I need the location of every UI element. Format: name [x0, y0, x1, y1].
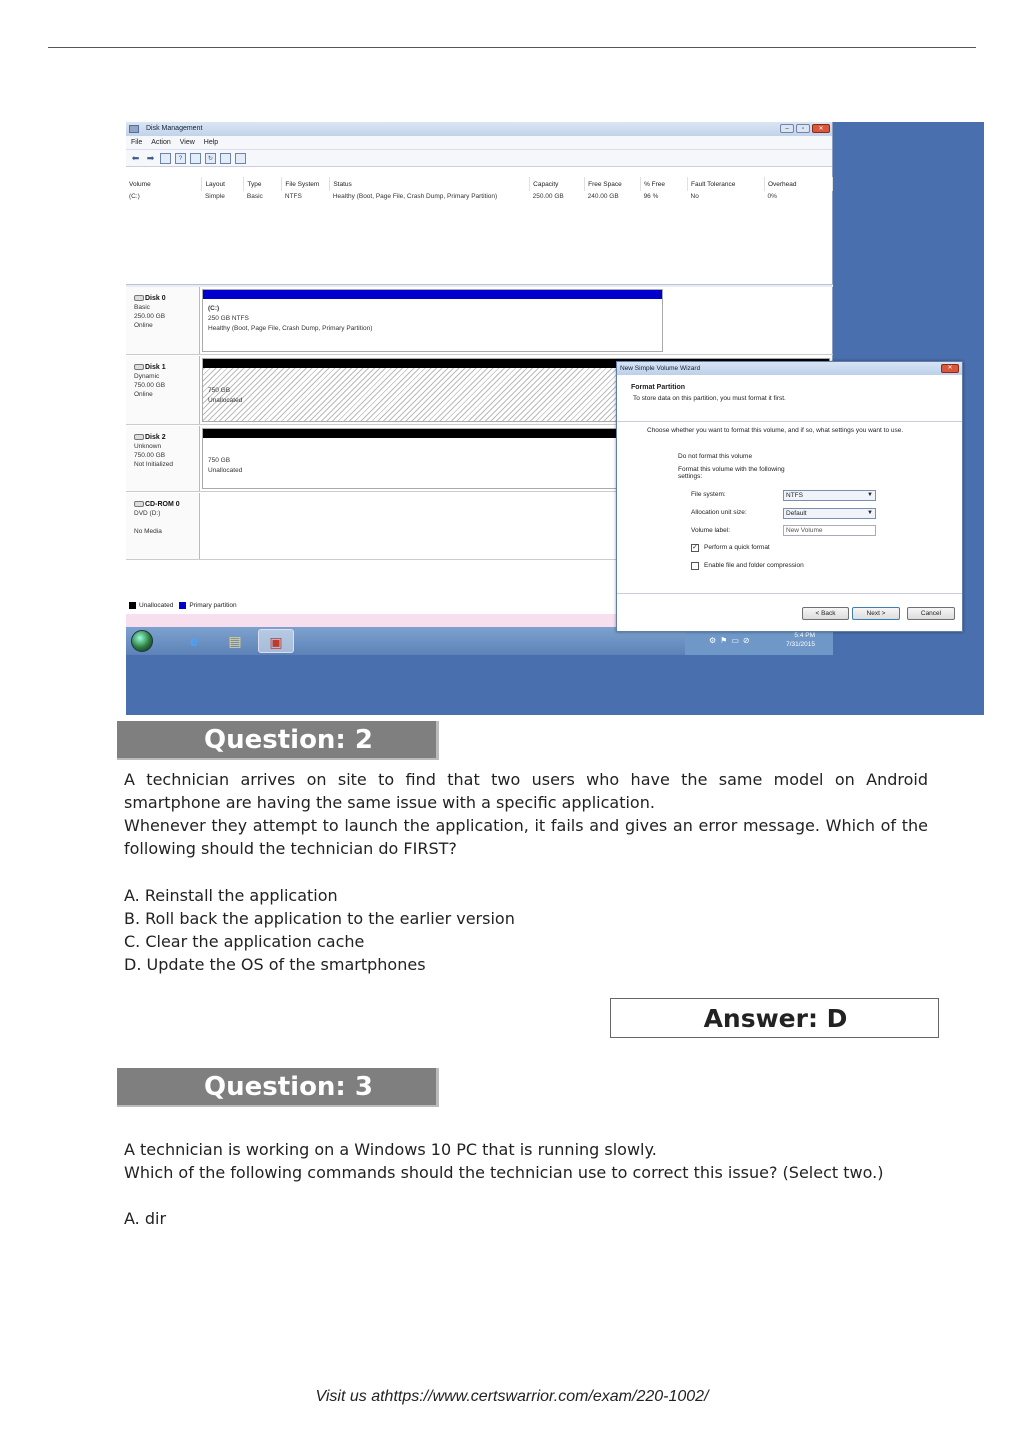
cell-type: Basic	[246, 193, 263, 200]
option-d: D. Update the OS of the smartphones	[124, 955, 426, 974]
cell-volume: (C:)	[129, 193, 140, 200]
wizard-header	[617, 375, 962, 422]
menu-bar	[126, 136, 832, 150]
disk-2-label[interactable]	[126, 426, 200, 491]
col-file-system[interactable]: File System	[282, 177, 330, 191]
start-button[interactable]	[131, 630, 153, 652]
answer-box: Answer: D	[610, 998, 939, 1038]
window-title: Disk Management	[146, 125, 203, 132]
volume-label-input[interactable]: New Volume	[783, 525, 876, 536]
disk-size: 750.00 GB	[134, 382, 166, 389]
maximize-icon[interactable]: ▫	[796, 124, 810, 133]
cell-fault-tolerance: No	[690, 193, 699, 200]
col-free-space[interactable]: Free Space	[585, 177, 641, 191]
wizard-lead-text: Choose whether you want to format this volume, and if so, what settings you want to use.	[647, 427, 904, 434]
disk-status: Not Initialized	[134, 461, 174, 468]
menu-action[interactable]: Action	[151, 139, 171, 146]
disk-type: Basic	[134, 304, 150, 311]
back-arrow-icon[interactable]: ⬅	[131, 152, 140, 163]
minimize-icon[interactable]: –	[780, 124, 794, 133]
partition-size: 750 GB	[208, 457, 231, 464]
allocation-size-select[interactable]: Default ▼	[783, 508, 876, 519]
internet-explorer-icon[interactable]: e	[190, 633, 198, 649]
close-icon[interactable]: ✕	[941, 364, 959, 373]
partition-status: Unallocated	[208, 467, 243, 474]
disk-size: 250.00 GB	[134, 313, 166, 320]
close-icon[interactable]: ✕	[812, 124, 830, 133]
disk-status: Online	[134, 391, 153, 398]
option-b: B. Roll back the application to the earlier version	[124, 909, 515, 928]
file-system-label: File system:	[691, 491, 726, 498]
disk-management-icon	[129, 125, 139, 133]
cell-layout: Simple	[204, 193, 225, 200]
col-capacity[interactable]: Capacity	[530, 177, 585, 191]
disk-icon	[134, 364, 144, 370]
disk-size: 750.00 GB	[134, 452, 166, 459]
back-button[interactable]: < Back	[802, 607, 849, 620]
cd-drive-icon	[134, 501, 144, 507]
partition-title: (C:)	[208, 305, 220, 312]
disk-name: CD-ROM 0	[145, 501, 180, 508]
file-system-select[interactable]: NTFS ▼	[783, 490, 876, 501]
cell-status: Healthy (Boot, Page File, Crash Dump, Primary Partition)	[332, 193, 498, 200]
radio-do-not-format[interactable]	[678, 453, 808, 463]
disk-row-0	[126, 287, 833, 355]
legend	[129, 602, 237, 609]
new-simple-volume-wizard	[616, 361, 963, 632]
legend-item-unallocated	[129, 602, 173, 609]
volume-table	[126, 177, 833, 202]
cell-file-system: NTFS	[284, 193, 302, 200]
cell-free-space: 240.00 GB	[587, 193, 619, 200]
partition-status: Healthy (Boot, Page File, Crash Dump, Primary Partition)	[208, 325, 373, 332]
checkbox-icon[interactable]	[691, 562, 699, 570]
wizard-footer	[617, 593, 962, 631]
tray-icons[interactable]: ⚙⚑▭⊘	[709, 636, 754, 645]
disk-management-screenshot	[126, 122, 984, 715]
volume-label-label: Volume label:	[691, 527, 731, 534]
disk-name: Disk 2	[145, 434, 166, 441]
col-volume[interactable]: Volume	[126, 177, 202, 191]
checkbox-label: Enable file and folder compression	[704, 562, 804, 569]
disk-status: Online	[134, 322, 153, 329]
col-layout[interactable]: Layout	[202, 177, 244, 191]
settings-icon[interactable]	[235, 153, 246, 164]
question-2-text-1: A technician arrives on site to find that two users who have the same model on Android smartphone are having the same issue with a specific application.	[124, 770, 928, 812]
toolbar	[126, 150, 832, 167]
disk-1-label[interactable]	[126, 356, 200, 424]
primary-partition-bar	[203, 290, 662, 299]
legend-swatch	[179, 602, 186, 609]
question-2-options	[124, 884, 928, 976]
col-overhead[interactable]: Overhead	[764, 177, 832, 191]
question-3-title: Question: 3	[204, 1072, 373, 1102]
question-2-text-2: Whenever they attempt to launch the application, it fails and gives an error message. Which of the following should the technician do FIRST?	[124, 816, 928, 858]
col-fault-tolerance[interactable]: Fault Tolerance	[688, 177, 765, 191]
cancel-button[interactable]: Cancel	[907, 607, 955, 620]
table-row[interactable]	[126, 191, 833, 202]
disk-type: Unknown	[134, 443, 162, 450]
wizard-heading: Format Partition	[631, 384, 686, 391]
question-3-banner	[117, 1068, 439, 1107]
compression-checkbox[interactable]	[691, 562, 891, 569]
partition-size: 750 GB	[208, 387, 231, 394]
help-icon[interactable]: ?	[175, 153, 186, 164]
top-rule	[48, 47, 976, 48]
disk-type: Dynamic	[134, 373, 160, 380]
legend-label: Primary partition	[189, 602, 237, 610]
option-c: C. Clear the application cache	[124, 932, 365, 951]
cell-capacity: 250.00 GB	[532, 193, 564, 200]
disk-action-icon[interactable]	[220, 153, 231, 164]
menu-view[interactable]: View	[179, 139, 195, 146]
cell-overhead: 0%	[767, 193, 777, 200]
disk-0-label[interactable]	[126, 287, 200, 354]
disk-type: DVD (D:)	[134, 510, 161, 517]
refresh-icon[interactable]: ↻	[205, 153, 216, 164]
disk-name: Disk 1	[145, 364, 166, 371]
file-explorer-icon[interactable]: ▤	[228, 633, 242, 649]
col-percent-free[interactable]: % Free	[641, 177, 688, 191]
col-status[interactable]: Status	[330, 177, 530, 191]
window-controls	[780, 124, 830, 133]
menu-help[interactable]: Help	[203, 139, 219, 146]
menu-file[interactable]: File	[131, 139, 143, 146]
partition-c[interactable]	[202, 289, 663, 352]
checkbox-checked-icon[interactable]: ✓	[692, 544, 698, 551]
partition-status: Unallocated	[208, 397, 243, 404]
legend-item-primary	[179, 602, 236, 609]
window-title-bar	[126, 122, 832, 136]
forward-arrow-icon[interactable]: ➡	[146, 152, 155, 163]
question-3-text-2: Which of the following commands should the technician use to correct this issue? (Select two.)	[124, 1163, 884, 1182]
legend-label: Unallocated	[139, 602, 174, 610]
console-tree-icon[interactable]	[160, 153, 171, 164]
next-button[interactable]: Next >	[852, 607, 900, 620]
question-2-banner	[117, 721, 439, 760]
wizard-subheading: To store data on this partition, you must format it first.	[633, 395, 786, 402]
question-3-option-a: A. dir	[124, 1209, 167, 1228]
partition-size: 250 GB NTFS	[208, 315, 249, 322]
legend-swatch	[129, 602, 136, 609]
clock-time[interactable]: 5:4 PM	[794, 632, 815, 639]
cell-percent-free: 96 %	[643, 193, 659, 200]
col-type[interactable]: Type	[244, 177, 282, 191]
volume-table-header	[126, 177, 833, 191]
radio-label: Format this volume with the following settings:	[678, 466, 785, 480]
question-2-title: Question: 2	[204, 725, 373, 755]
checkbox-label: Perform a quick format	[704, 544, 770, 551]
disk-icon	[134, 434, 144, 440]
clock-date[interactable]: 7/31/2015	[786, 641, 815, 648]
disk-icon	[134, 295, 144, 301]
cdrom-label[interactable]	[126, 493, 200, 559]
wizard-title-bar	[617, 362, 962, 375]
question-3-text-1: A technician is working on a Windows 10 PC that is running slowly.	[124, 1140, 657, 1159]
allocation-size-label: Allocation unit size:	[691, 509, 747, 516]
radio-format-volume[interactable]	[678, 466, 808, 480]
wizard-title: New Simple Volume Wizard	[620, 365, 701, 372]
footer-link[interactable]: Visit us athttps://www.certswarrior.com/exam/220-1002/	[315, 1388, 709, 1405]
disk-status: No Media	[134, 528, 162, 535]
disk-name: Disk 0	[145, 295, 166, 302]
properties-icon[interactable]	[190, 153, 201, 164]
quick-format-checkbox[interactable]	[691, 544, 771, 559]
computer-management-icon[interactable]: ▣	[258, 629, 294, 653]
option-a: A. Reinstall the application	[124, 886, 338, 905]
radio-label: Do not format this volume	[678, 453, 753, 460]
